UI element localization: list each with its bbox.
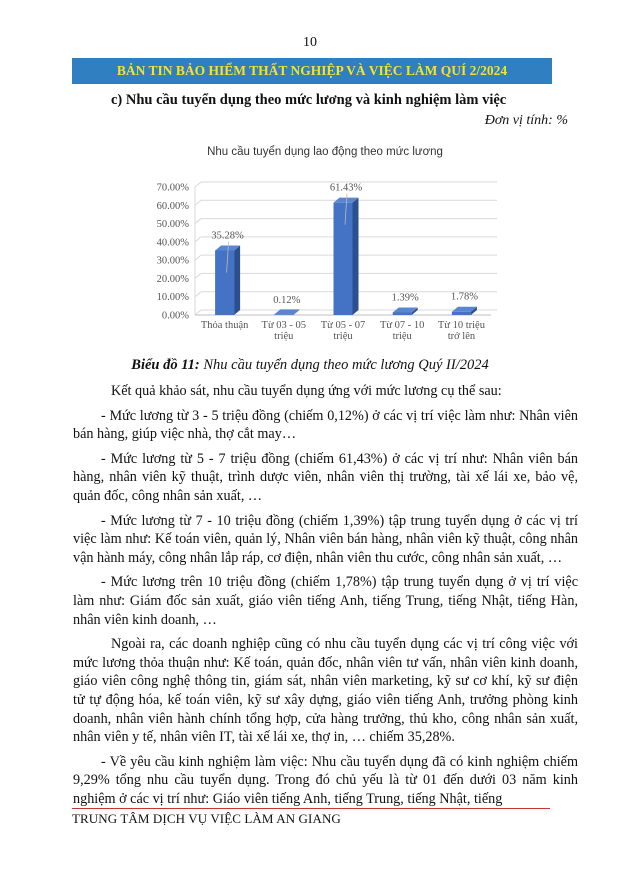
bar [215,250,234,315]
data-label: 61.43% [329,182,363,194]
body-text [73,382,578,814]
data-label: 1.39% [391,292,419,304]
y-tick-label: 70.00% [156,182,189,194]
bulletin-banner: BẢN TIN BẢO HIỂM THẤT NGHIỆP VÀ VIỆC LÀM QUÍ 2/2024 [72,58,552,84]
experience-paragraph: - Về yêu cầu kinh nghiệm làm việc: Nhu cầu tuyển dụng đã có kinh nghiệm chiếm 9,29% tổng nhu cầu tuyển dụng. Trong đó chủ yếu là từ 01 đến dưới 03 năm kinh nghiệm ở các vị trí như: Giáo viên tiếng Anh, tiếng Trung, tiếng Nhật, tiếng [73,753,578,807]
x-tick-label: Từ 03 - 05 [261,320,307,331]
data-label: 35.28% [211,230,244,242]
x-tick-label: triệu [333,331,353,342]
caption-text: Nhu cầu tuyển dụng theo mức lương Quý II/2024 [199,357,489,373]
caption-label: Biểu đồ 11: [131,357,200,373]
y-tick-label: 0.00% [161,310,189,322]
y-tick-label: 40.00% [156,237,189,249]
salary-over-10-paragraph: - Mức lương trên 10 triệu đồng (chiếm 1,78%) tập trung tuyển dụng ở vị trí việc làm như: Giám đốc sản xuất, giáo viên tiếng Anh, tiếng Trung, tiếng Nhật, tiếng Hàn, nhân viên kinh doanh, … [73,574,578,628]
chart-y-axis [157,183,190,322]
data-label: 1.78% [450,291,478,303]
salary-demand-chart [145,135,505,355]
y-tick-label: 20.00% [156,273,189,285]
gridline-slant [195,237,201,242]
x-tick-label: Từ 07 - 10 [379,320,425,331]
chart-x-axis [201,320,486,342]
gridline-slant [195,200,201,205]
y-tick-label: 30.00% [156,255,189,267]
footer-rule [72,808,550,809]
x-tick-label: Từ 10 triệu [437,320,485,331]
gridline-slant [195,292,201,297]
x-tick-label: triệu [392,331,412,342]
bar [393,312,412,315]
gridline-slant [195,182,201,187]
data-label: 0.12% [273,294,301,306]
chart-svg [145,135,505,355]
bar [274,314,293,315]
unit-note: Đơn vị tính: % [484,113,568,128]
x-tick-label: Từ 05 - 07 [320,320,366,331]
bar [452,312,471,315]
gridline-slant [195,219,201,224]
gridline-slant [195,273,201,278]
salary-5-7-paragraph: - Mức lương từ 5 - 7 triệu đồng (chiếm 61,43%) ở các vị trí như: Nhân viên bán hàng, nhân viên kỹ thuật, trình dược viên, nhân viên thị trường, tài xế lái xe, bảo vệ, quản đốc, công nhân sản xuất, … [73,450,578,504]
salary-3-5-paragraph: - Mức lương từ 3 - 5 triệu đồng (chiếm 0,12%) ở các vị trí việc làm như: Nhân viên bán hàng, giúp việc nhà, thợ cắt may… [73,407,578,443]
chart-bars [211,183,478,315]
bar [334,203,353,315]
section-heading: c) Nhu cầu tuyển dụng theo mức lương và kinh nghiệm làm việc [111,92,507,108]
y-tick-label: 60.00% [156,200,189,212]
gridline-slant [195,255,201,260]
intro-paragraph: Kết quả khảo sát, nhu cầu tuyển dụng ứng với mức lương cụ thể sau: [111,383,502,399]
x-tick-label: triệu [274,331,294,342]
negotiated-salary-paragraph: Ngoài ra, các doanh nghiệp cũng có nhu cầu tuyển dụng các vị trí công việc với mức lương thỏa thuận như: Kế toán, quản đốc, nhân viên tư vấn, nhân viên kinh doanh, giáo viên công nghệ thông tin, giám sát, nhân viên marketing, kỹ sư cơ khí, kỹ sư điện tử tự động hóa, kế toán viên, kỹ sư xây dựng, giáo viên tiếng Anh, trưởng phòng kinh doanh, nhân viên hành chính tổng hợp, cửa hàng trưởng, thủ kho, công nhân sản xuất, nhân viên y tế, nhân viên IT, tài xế lái xe, thợ in, … chiếm 35,28%. [73,636,578,746]
chart-caption [0,357,620,374]
chart-title: Nhu cầu tuyển dụng lao động theo mức lương [207,146,443,158]
footer-text: TRUNG TÂM DỊCH VỤ VIỆC LÀM AN GIANG [72,811,341,826]
x-tick-label: trở lên [447,331,476,342]
y-tick-label: 50.00% [156,219,189,231]
x-tick-label: Thỏa thuận [200,320,249,331]
bar-side [234,245,240,315]
y-tick-label: 10.00% [156,292,189,304]
salary-7-10-paragraph: - Mức lương từ 7 - 10 triệu đồng (chiếm 1,39%) tập trung tuyển dụng ở các vị trí việc làm như: Kế toán viên, quản lý, Nhân viên bán hàng, nhân viên kỹ thuật, công nhân vận hành máy, công nhân lắp ráp, cơ điện, nhân viên thu cước, công nhân sản xuất, … [73,512,578,566]
gridline-slant [195,310,201,315]
page-number: 10 [303,35,317,50]
bar-side [353,198,359,315]
